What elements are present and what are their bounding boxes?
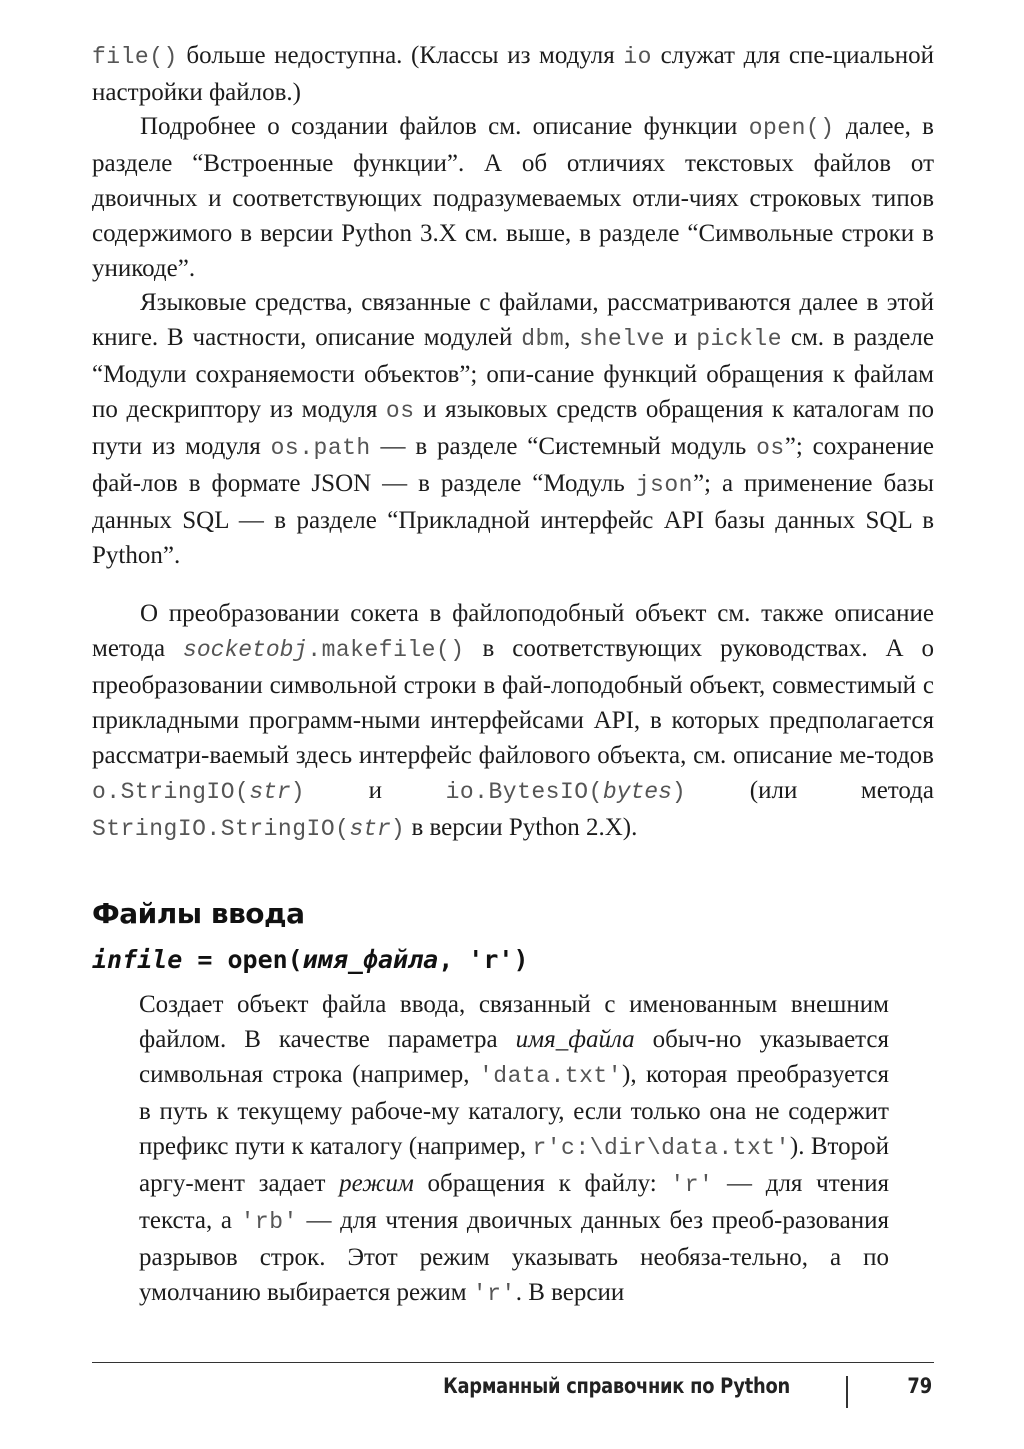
function-signature: infile = open(имя_файла, 'r') — [92, 945, 529, 974]
code-mode-r-default: 'r' — [472, 1281, 516, 1307]
code-mode-r: 'r' — [670, 1172, 714, 1198]
running-footer-title: Карманный справочник по Python — [443, 1374, 790, 1398]
code-io: io — [623, 44, 652, 70]
paragraph-file-tools: Языковые средства, связанные с файлами, рассматриваются далее в этой книге. В частности, описание модулей dbm, shelve и pickle см. в разделе “Модули сохраняемости объектов”; опи-сание функций обращения к файлам по дескриптору из модуля os и языковых средств обращения к каталогам по пути из модуля os.path — в разделе “Системный модуль os”; сохранение фай-лов в формате JSON — в разделе “Модуль json”; а применение базы данных SQL — в разделе “Прикладной интерфейс API базы данных SQL в Python”. — [92, 289, 934, 569]
footer-rule — [92, 1362, 934, 1363]
paragraph-file-io-note: file() больше недоступна. (Классы из модуля io служат для спе-циальной настройки файлов.) — [92, 42, 934, 106]
code-bytesio: io.BytesIO( — [445, 779, 603, 805]
section-heading: Файлы ввода — [92, 897, 305, 930]
code-os-path: os.path — [270, 435, 371, 461]
code-os-2: os — [756, 435, 785, 461]
code-dbm: dbm — [521, 326, 565, 352]
code-os: os — [385, 398, 415, 424]
code-stringio-2x: StringIO.StringIO( — [92, 816, 350, 842]
code-mode-rb: 'rb' — [240, 1209, 298, 1235]
code-open: open() — [748, 115, 835, 141]
page-number: 79 — [907, 1374, 932, 1398]
paragraph-open-reference: Подробнее о создании файлов см. описание функции open() далее, в разделе “Встроенные функции”. А об отличиях текстовых файлов от двоичных и соответствующих подразумеваемых отли-чиях строковых типов содержимого в версии Python 3.X см. выше, в разделе “Символьные строки в уникоде”. — [92, 113, 934, 282]
footer-separator — [846, 1376, 848, 1408]
term-mode: режим — [339, 1170, 414, 1197]
code-data-txt: 'data.txt' — [478, 1063, 622, 1089]
code-shelve: shelve — [579, 326, 666, 352]
code-json: json — [635, 472, 693, 498]
code-socketobj: socketobj — [183, 637, 308, 663]
code-makefile: .makefile() — [307, 637, 465, 663]
code-raw-path: r'c:\dir\data.txt' — [532, 1135, 790, 1161]
code-stringio: o.StringIO( — [92, 779, 250, 805]
code-file: file() — [92, 44, 178, 70]
paragraph-infile-description: Создает объект файла ввода, связанный с именованным внешним файлом. В качестве параметра имя_файла обыч-но указывается символьная строка (например, 'data.txt'), которая преобразуется в путь к текущему рабоче-му каталогу, если только она не содержит префикс пути к каталогу (например, r'c:\dir\data.txt'). Второй аргу-мент задает режим обращения к файлу: 'r' — для чтения текста, а 'rb' — для чтения двоичных данных без преоб-разования разрывов строк. Этот режим указывать необяза-тельно, а по умолчанию выбирается режим 'r'. В версии — [139, 991, 889, 1307]
code-pickle: pickle — [696, 326, 783, 352]
paragraph-socket-stringio: О преобразовании сокета в файлоподобный объект см. также описание метода socketobj.makefile() в соответствующих руководствах. А о преобразовании символьной строки в фай-лоподобный объект, совместимый с прикладными программ-ными интерфейсами API, в которых предполагается рассматри-ваемый здесь интерфейс файлового объекта, см. описание ме-тодов o.StringIO(str) и io.BytesIO(bytes) (или метода StringIO.StringIO(str) в версии Python 2.X). — [92, 600, 934, 842]
param-filename: имя_файла — [515, 1026, 635, 1053]
